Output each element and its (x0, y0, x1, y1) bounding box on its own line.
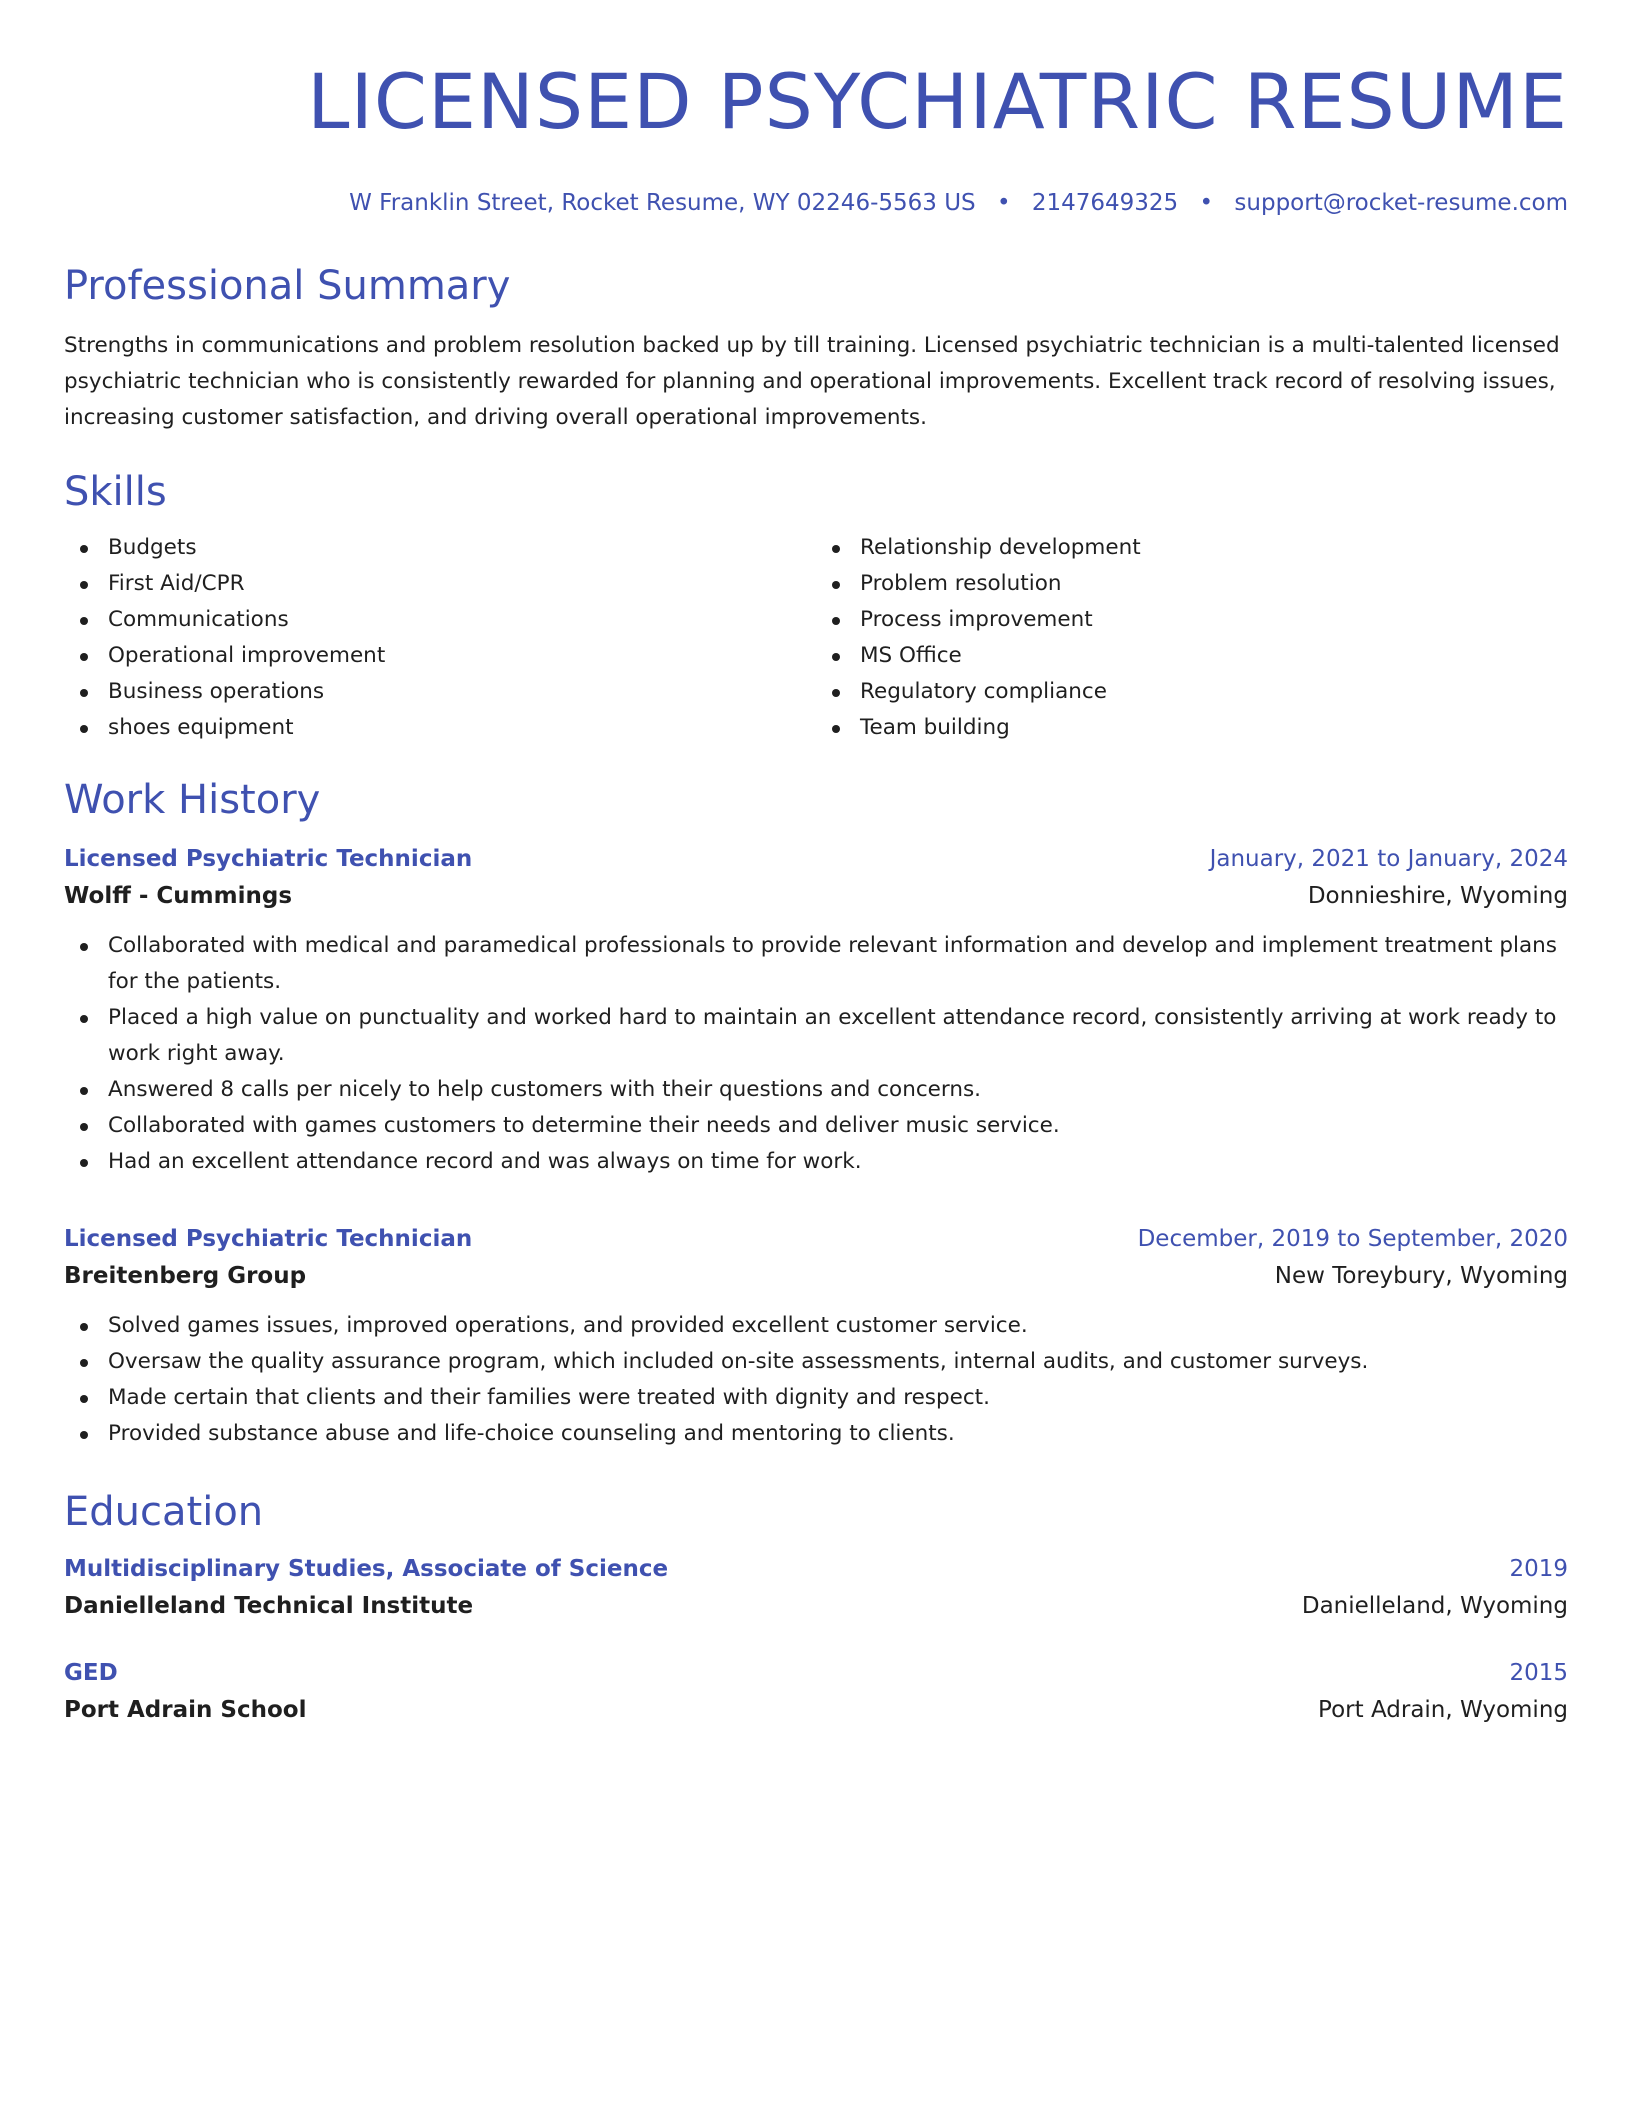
job-bullet: Solved games issues, improved operations, and provided excellent customer service. (64, 1308, 1568, 1344)
contact-separator: • (1199, 190, 1214, 216)
education-degree: GED (64, 1660, 118, 1686)
education-degree-row (64, 1552, 1568, 1586)
resume-header (64, 0, 1568, 218)
job-location: Donnieshire, Wyoming (1307, 883, 1568, 909)
contact-address: W Franklin Street, Rocket Resume, WY 02246-5563 US (349, 190, 976, 216)
job-bullet: Collaborated with games customers to determine their needs and deliver music service. (64, 1108, 1568, 1144)
skills-section (64, 466, 1568, 746)
education-location: Danielleland, Wyoming (1301, 1593, 1568, 1619)
work-history-heading: Work History (64, 777, 321, 823)
skill-item: Team building (816, 710, 1568, 746)
summary-heading: Professional Summary (64, 263, 511, 309)
skill-item: Communications (64, 602, 816, 638)
skills-left-column (64, 530, 816, 746)
job-location: New Toreybury, Wyoming (1274, 1263, 1568, 1289)
skill-item: Budgets (64, 530, 816, 566)
skill-item: Operational improvement (64, 638, 816, 674)
education-year: 2015 (1509, 1660, 1568, 1686)
education-heading: Education (64, 1489, 264, 1535)
education-degree-row (64, 1656, 1568, 1690)
education-entry (64, 1552, 1568, 1626)
education-school-row (64, 1690, 1568, 1730)
job-bullet: Had an excellent attendance record and was always on time for work. (64, 1144, 1568, 1180)
job-bullet: Oversaw the quality assurance program, which included on-site assessments, internal audits, and customer surveys. (64, 1344, 1568, 1380)
job-entry (64, 1222, 1568, 1452)
summary-section (64, 260, 1568, 436)
job-company: Wolff - Cummings (64, 883, 293, 909)
job-bullet: Made certain that clients and their families were treated with dignity and respect. (64, 1380, 1568, 1416)
job-company: Breitenberg Group (64, 1263, 307, 1289)
resume-name: LICENSED PSYCHIATRIC RESUME (307, 57, 1568, 146)
education-school-row (64, 1586, 1568, 1626)
job-bullet: Placed a high value on punctuality and worked hard to maintain an excellent attendance record, consistently arriving at work ready to work right away. (64, 1000, 1568, 1072)
education-degree: Multidisciplinary Studies, Associate of Science (64, 1556, 669, 1582)
skill-item: MS Office (816, 638, 1568, 674)
job-bullet: Answered 8 calls per nicely to help customers with their questions and concerns. (64, 1072, 1568, 1108)
education-school: Danielleland Technical Institute (64, 1593, 474, 1619)
skill-item: Process improvement (816, 602, 1568, 638)
job-header-row (64, 842, 1568, 876)
skills-columns (64, 530, 1568, 746)
job-bullet: Collaborated with medical and paramedical professionals to provide relevant information and develop and implement treatment plans for the patients. (64, 928, 1568, 1000)
job-dates: January, 2021 to January, 2024 (1209, 846, 1568, 872)
job-company-row (64, 1256, 1568, 1296)
job-dates: December, 2019 to September, 2020 (1137, 1226, 1568, 1252)
contact-separator: • (996, 190, 1011, 216)
contact-email: support@rocket-resume.com (1234, 190, 1568, 216)
skills-right-column (816, 530, 1568, 746)
summary-text: Strengths in communications and problem resolution backed up by till training. Licensed psychiatric technician is a multi-talented licensed psychiatric technician who is consistently rewarded for planning and operational improvements. Excellent track record of resolving issues, increasing customer satisfaction, and driving overall operational improvements. (64, 333, 1560, 430)
education-entry (64, 1656, 1568, 1730)
education-year: 2019 (1509, 1556, 1568, 1582)
education-location: Port Adrain, Wyoming (1318, 1697, 1568, 1723)
job-company-row (64, 876, 1568, 916)
job-bullets (64, 928, 1568, 1180)
job-bullets (64, 1308, 1568, 1452)
skill-item: Relationship development (816, 530, 1568, 566)
education-section (64, 1486, 1568, 1730)
skill-item: First Aid/CPR (64, 566, 816, 602)
contact-line (64, 188, 1568, 218)
job-bullet: Provided substance abuse and life-choice counseling and mentoring to clients. (64, 1416, 1568, 1452)
skill-item: Business operations (64, 674, 816, 710)
contact-phone: 2147649325 (1031, 190, 1179, 216)
education-school: Port Adrain School (64, 1697, 307, 1723)
skills-heading: Skills (64, 469, 167, 515)
work-history-section (64, 774, 1568, 1452)
job-role: Licensed Psychiatric Technician (64, 1226, 473, 1252)
skill-item: Regulatory compliance (816, 674, 1568, 710)
job-header-row (64, 1222, 1568, 1256)
job-role: Licensed Psychiatric Technician (64, 846, 473, 872)
job-entry (64, 842, 1568, 1180)
skill-item: shoes equipment (64, 710, 816, 746)
skill-item: Problem resolution (816, 566, 1568, 602)
